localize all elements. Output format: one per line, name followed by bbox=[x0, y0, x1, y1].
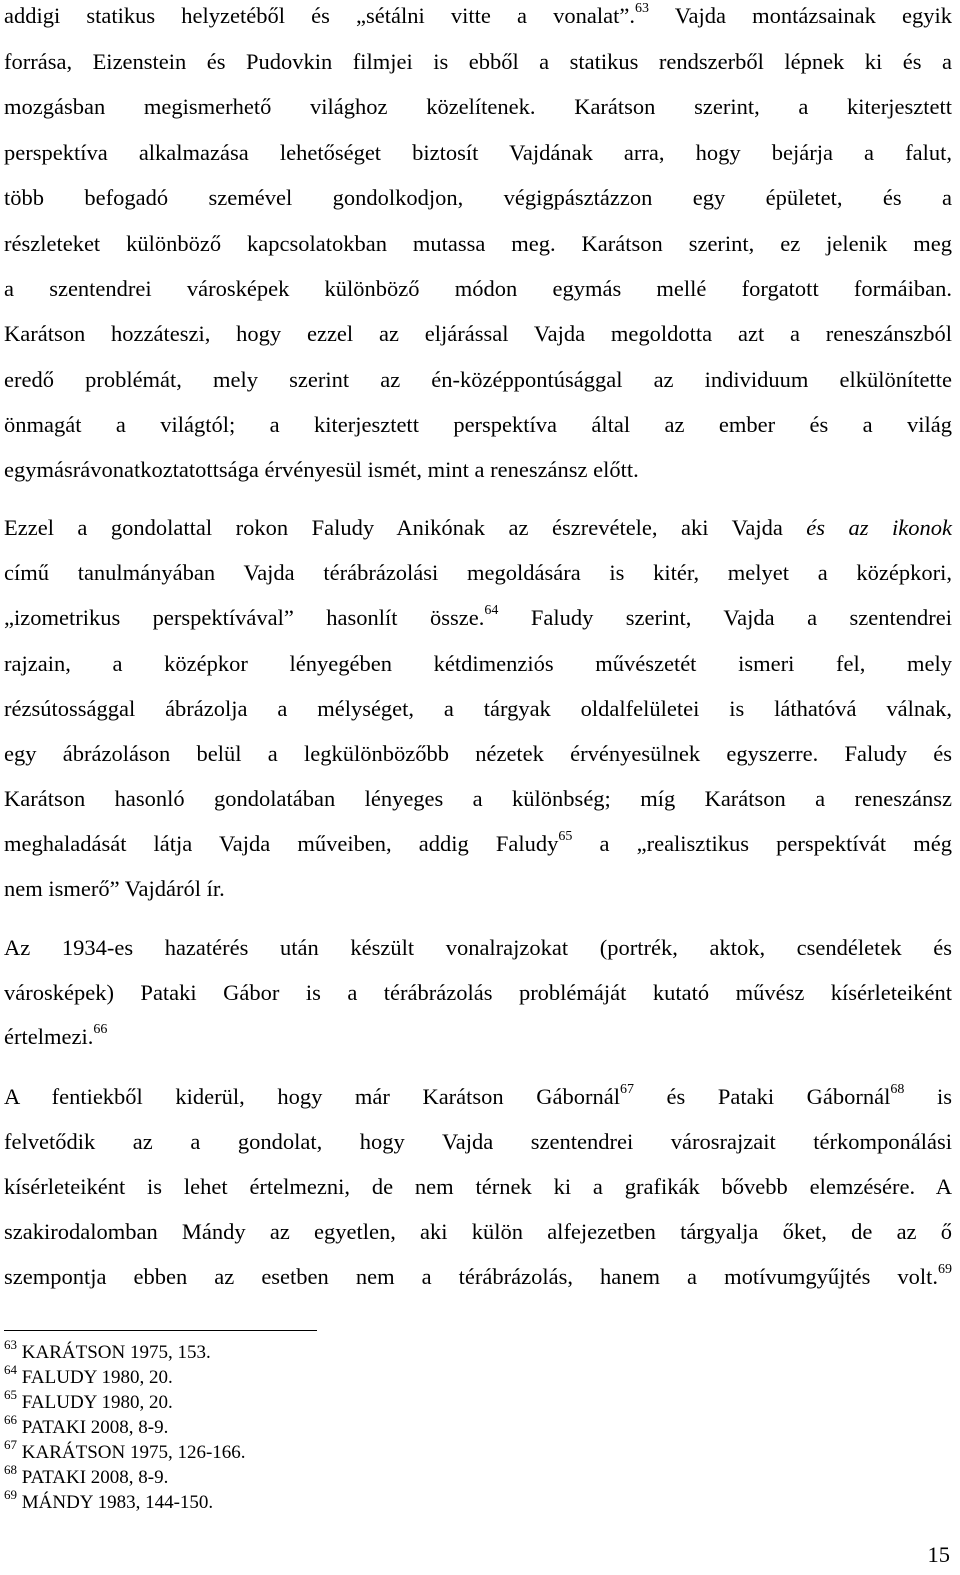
text-line: rajzain, a középkor lényegében kétdimenziós művészetét ismeri fel, mely bbox=[4, 651, 952, 676]
footnote-66: $^{66}$ PATAKI 2008, 8-9. bbox=[4, 1411, 169, 1438]
text-line: egy ábrázoláson belül a legkülönbözőbb nézetek érvényesülnek egyszerre. Faludy és bbox=[4, 741, 952, 766]
italic-title: és az ikonok bbox=[806, 515, 952, 540]
footnote-67: $^{67}$ KARÁTSON 1975, 126-166. bbox=[4, 1436, 246, 1463]
footnote-ref-68[interactable]: 68 bbox=[890, 1081, 905, 1097]
text-line: a szentendrei városképek különböző módon egymás mellé forgatott formáiban. bbox=[4, 276, 952, 301]
text-line: mozgásban megismerhető világhoz közelítenek. Karátson szerint, a kiterjesztett bbox=[4, 94, 952, 119]
footnote-63: $^{63}$ KARÁTSON 1975, 153. bbox=[4, 1336, 211, 1363]
text-line: Karátson hozzáteszi, hogy ezzel az eljárással Vajda megoldotta azt a reneszánszból bbox=[4, 321, 952, 346]
text-line: felvetődik az a gondolat, hogy Vajda szentendrei városrajzait térkomponálási bbox=[4, 1129, 952, 1154]
text-line: rézsútossággal ábrázolja a mélységet, a tárgyak oldalfelületei is láthatóvá válnak, bbox=[4, 696, 952, 721]
text-line: forrása, Eizenstein és Pudovkin filmjei is ebből a statikus rendszerből lépnek ki és a bbox=[4, 49, 952, 74]
text-line: perspektíva alkalmazása lehetőséget biztosít Vajdának arra, hogy bejárja a falut, bbox=[4, 140, 952, 165]
text-line: Az 1934-es hazatérés után készült vonalrajzokat (portrék, aktok, csendéletek és bbox=[4, 935, 952, 960]
footnote-ref-69[interactable]: 69 bbox=[938, 1261, 952, 1277]
text-line: szempontja ebben az esetben nem a térábrázolás, hanem a motívumgyűjtés volt.$^{69}$ bbox=[4, 1261, 952, 1289]
footnote-68: $^{68}$ PATAKI 2008, 8-9. bbox=[4, 1461, 169, 1488]
footnote-ref-67[interactable]: 67 bbox=[619, 1081, 634, 1097]
text-line: Ezzel a gondolattal rokon Faludy Anikónak az észrevétele, aki Vajda és az ikonok bbox=[4, 515, 952, 540]
text-line: értelmezi.$^{66}$ bbox=[4, 1021, 108, 1049]
footnote-65: $^{65}$ FALUDY 1980, 20. bbox=[4, 1386, 173, 1413]
text-line: városképek) Pataki Gábor is a térábrázolás problémáját kutató művész kísérleteiként bbox=[4, 980, 952, 1005]
footnote-separator bbox=[4, 1330, 317, 1331]
footnote-ref-63[interactable]: 63 bbox=[635, 0, 650, 16]
text-line: addigi statikus helyzetéből és „sétálni vitte a vonalat”.$^{63}$ Vajda montázsainak egyik bbox=[4, 0, 952, 28]
text-line: című tanulmányában Vajda térábrázolási megoldására is kitér, melyet a középkori, bbox=[4, 560, 952, 585]
text-line: több befogadó szemével gondolkodjon, végigpásztázzon egy épületet, és a bbox=[4, 185, 952, 210]
text-line: eredő problémát, mely szerint az én-középpontúsággal az individuum elkülönítette bbox=[4, 367, 952, 392]
page-number: 15 bbox=[927, 1542, 950, 1567]
text-line: Karátson hasonló gondolatában lényeges a különbség; míg Karátson a reneszánsz bbox=[4, 786, 952, 811]
footnote-64: $^{64}$ FALUDY 1980, 20. bbox=[4, 1361, 173, 1388]
footnote-ref-65[interactable]: 65 bbox=[558, 828, 573, 844]
text-line: „izometrikus perspektívával” hasonlít össze.$^{64}$ Faludy szerint, Vajda a szentendrei bbox=[4, 602, 952, 630]
text-line: részleteket különböző kapcsolatokban mutassa meg. Karátson szerint, ez jelenik meg bbox=[4, 231, 952, 256]
footnote-69: $^{69}$ MÁNDY 1983, 144-150. bbox=[4, 1486, 214, 1513]
footnote-ref-66[interactable]: 66 bbox=[93, 1021, 108, 1037]
footnote-ref-64[interactable]: 64 bbox=[484, 602, 499, 618]
text-line: kísérleteiként is lehet értelmezni, de nem térnek ki a grafikák bővebb elemzésére. A bbox=[4, 1174, 952, 1199]
text-line: meghaladását látja Vajda műveiben, addig Faludy$^{65}$ a „realisztikus perspektívát még bbox=[4, 828, 952, 856]
text-line: A fentiekből kiderül, hogy már Karátson Gábornál$^{67}$ és Pataki Gábornál$^{68}$ is bbox=[4, 1081, 952, 1109]
text-line: szakirodalomban Mándy az egyetlen, aki külön alfejezetben tárgyalja őket, de az ő bbox=[4, 1219, 952, 1244]
text-line: nem ismerő” Vajdáról ír. bbox=[4, 876, 225, 901]
text-line: önmagát a világtól; a kiterjesztett perspektíva által az ember és a világ bbox=[4, 412, 952, 437]
text-line: egymásrávonatkoztatottsága érvényesül ismét, mint a reneszánsz előtt. bbox=[4, 457, 639, 482]
